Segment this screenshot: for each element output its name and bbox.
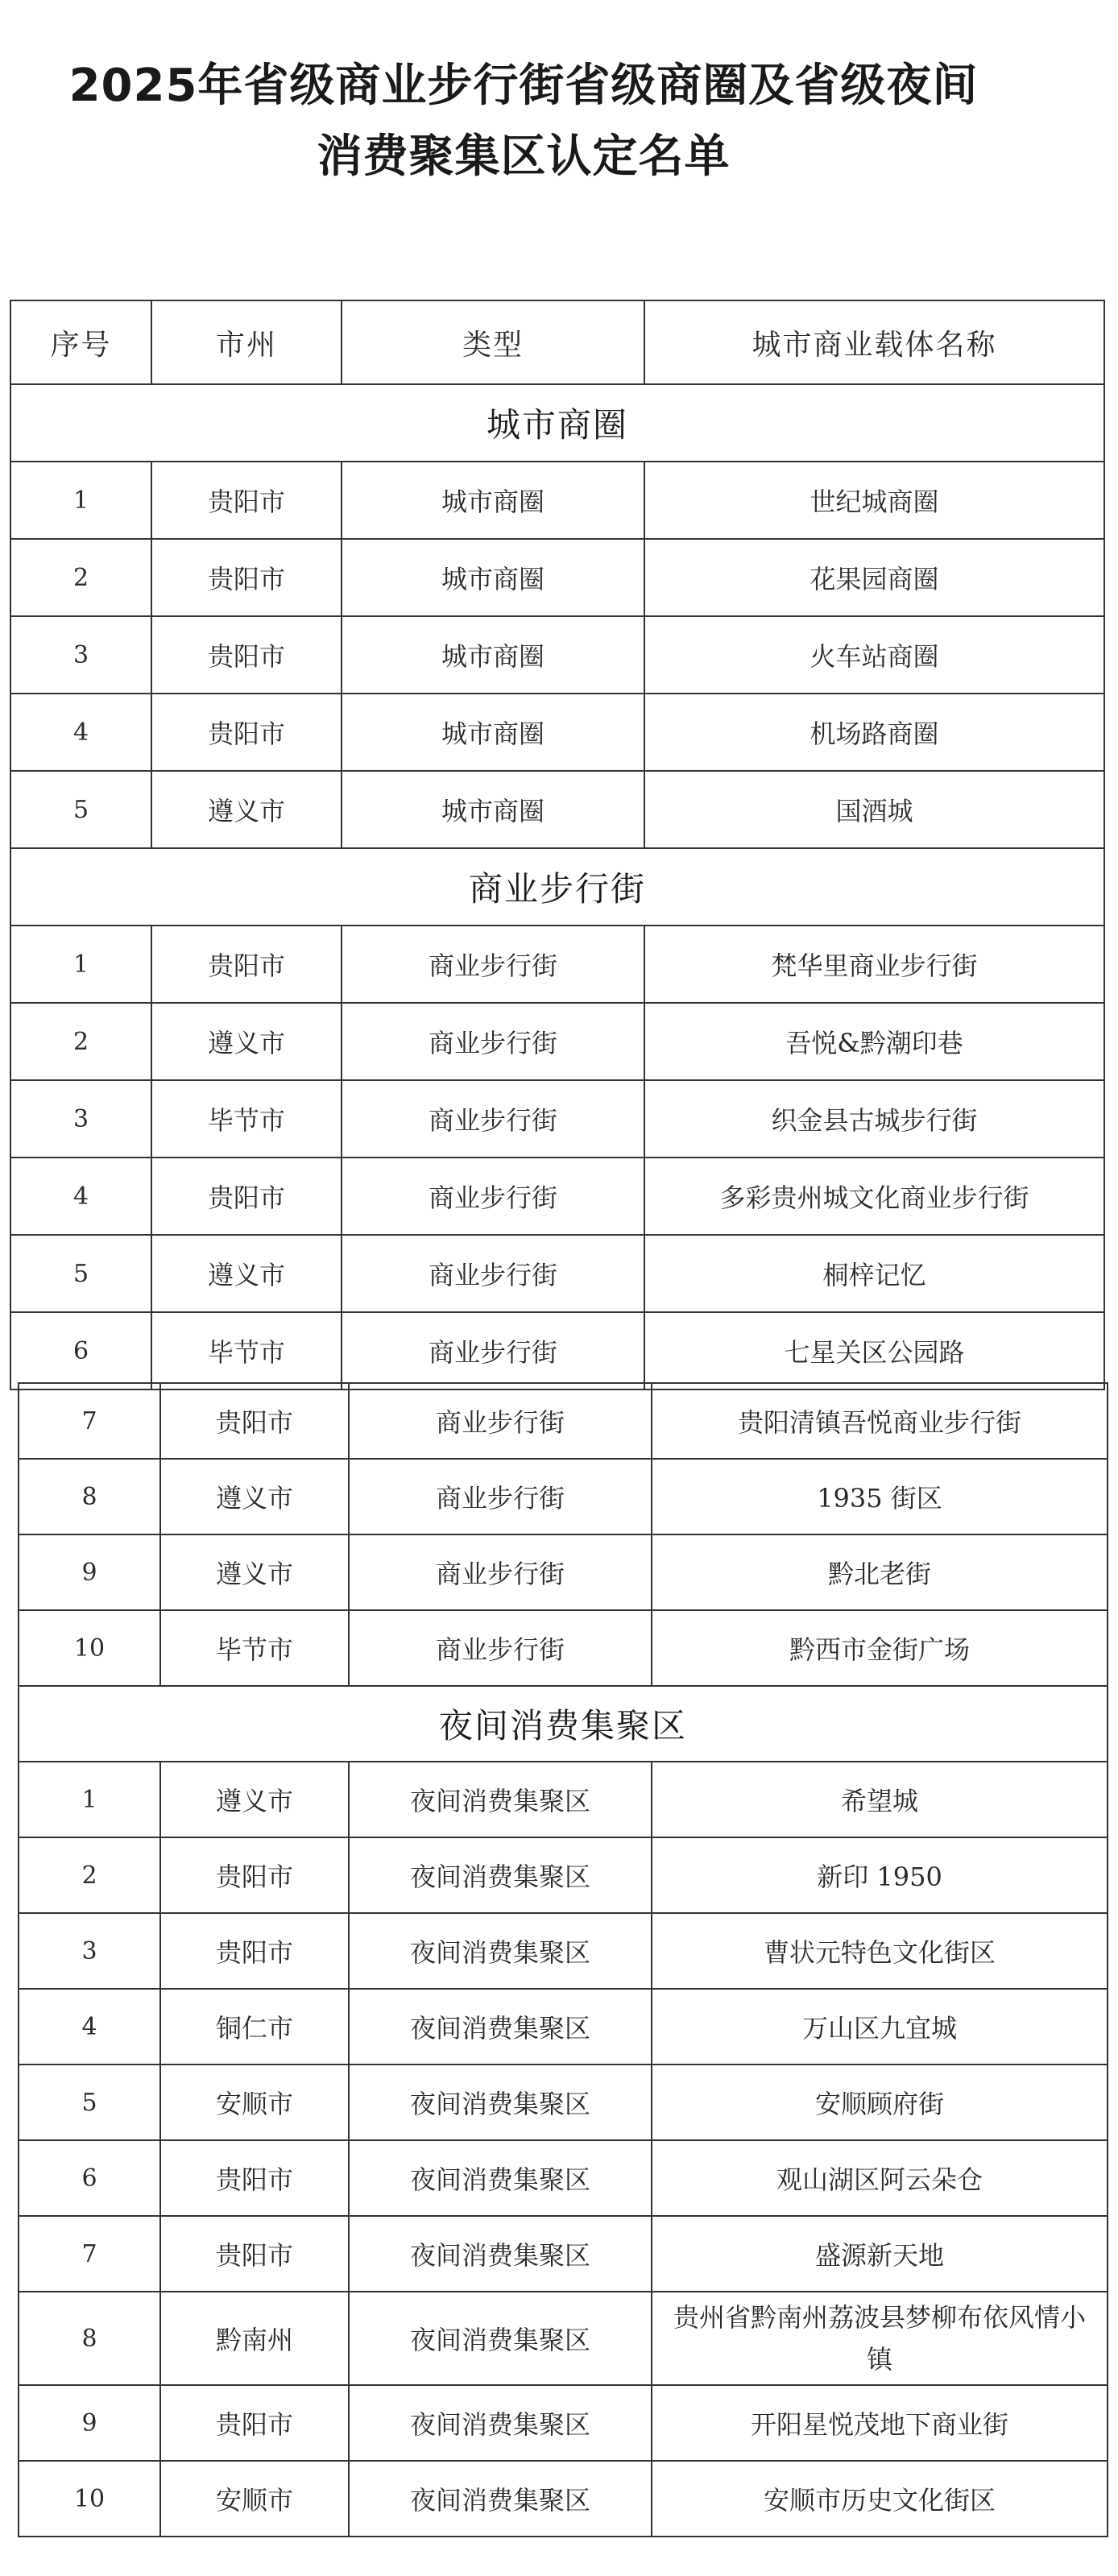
cell-index: 7: [19, 1383, 160, 1459]
cell-city: 贵阳市: [151, 926, 342, 1003]
cell-type: 夜间消费集聚区: [349, 2385, 652, 2461]
cell-city: 安顺市: [160, 2065, 349, 2140]
cell-city: 贵阳市: [160, 2216, 349, 2292]
section-row-commercial-pedestrian-street: [10, 848, 1104, 926]
cell-city: 贵阳市: [160, 1383, 349, 1459]
table-row: [19, 1383, 1108, 1459]
cell-city: 遵义市: [160, 1459, 349, 1534]
cell-index: 2: [19, 1837, 160, 1913]
table-row: [19, 1989, 1108, 2065]
table-row: [10, 771, 1104, 848]
cell-name: 织金县古城步行街: [644, 1080, 1104, 1158]
cell-index: 2: [10, 1003, 151, 1080]
table-row: [19, 1534, 1108, 1610]
cell-name: 新印 1950: [652, 1837, 1108, 1913]
cell-name: 盛源新天地: [652, 2216, 1108, 2292]
cell-index: 2: [10, 539, 151, 616]
cell-index: 3: [19, 1913, 160, 1989]
cell-name: 七星关区公园路: [644, 1312, 1104, 1389]
cell-index: 4: [19, 1989, 160, 2065]
cell-type: 商业步行街: [349, 1383, 652, 1459]
table-row: [19, 1459, 1108, 1534]
table-row: [19, 1913, 1108, 1989]
cell-type: 夜间消费集聚区: [349, 2461, 652, 2537]
cell-name: 万山区九宜城: [652, 1989, 1108, 2065]
cell-type: 商业步行街: [342, 1235, 644, 1312]
cell-index: 4: [10, 1158, 151, 1235]
cell-name: 国酒城: [644, 771, 1104, 848]
cell-city: 贵阳市: [160, 2140, 349, 2216]
table-row: [10, 926, 1104, 1003]
cell-city: 贵阳市: [151, 694, 342, 771]
cell-name: 火车站商圈: [644, 616, 1104, 694]
cell-index: 5: [19, 2065, 160, 2140]
cell-city: 贵阳市: [160, 2385, 349, 2461]
cell-index: 8: [19, 2292, 160, 2385]
table-row: [19, 1610, 1108, 1686]
cell-index: 6: [19, 2140, 160, 2216]
recognition-list-table-bottom: [18, 1382, 1108, 2537]
cell-type: 商业步行街: [349, 1459, 652, 1534]
header-city: 市州: [151, 300, 342, 384]
section-row-night-consumption-cluster: [19, 1686, 1108, 1762]
cell-index: 1: [19, 1762, 160, 1837]
table-row: [10, 616, 1104, 694]
table-row: [19, 2140, 1108, 2216]
cell-name: 多彩贵州城文化商业步行街: [644, 1158, 1104, 1235]
table-row: [19, 1762, 1108, 1837]
cell-name: 贵州省黔南州荔波县梦柳布依风情小镇: [652, 2292, 1108, 2385]
cell-index: 8: [19, 1459, 160, 1534]
cell-name: 梵华里商业步行街: [644, 926, 1104, 1003]
cell-name: 黔北老街: [652, 1534, 1108, 1610]
cell-city: 遵义市: [160, 1762, 349, 1837]
cell-city: 贵阳市: [151, 616, 342, 694]
table-row: [19, 2461, 1108, 2537]
header-name: 城市商业载体名称: [644, 300, 1104, 384]
cell-index: 5: [10, 1235, 151, 1312]
table-row: [10, 1003, 1104, 1080]
cell-type: 商业步行街: [349, 1610, 652, 1686]
table-row: [10, 1312, 1104, 1389]
cell-city: 贵阳市: [151, 462, 342, 539]
cell-city: 毕节市: [160, 1610, 349, 1686]
cell-index: 1: [10, 462, 151, 539]
table-row: [19, 2065, 1108, 2140]
table-row: [10, 1235, 1104, 1312]
section-title: 夜间消费集聚区: [19, 1686, 1108, 1762]
cell-index: 6: [10, 1312, 151, 1389]
cell-city: 毕节市: [151, 1312, 342, 1389]
table-row: [10, 462, 1104, 539]
cell-type: 商业步行街: [342, 1158, 644, 1235]
cell-type: 商业步行街: [342, 1003, 644, 1080]
cell-name: 机场路商圈: [644, 694, 1104, 771]
cell-name: 观山湖区阿云朵仓: [652, 2140, 1108, 2216]
cell-name: 安顺市历史文化街区: [652, 2461, 1108, 2537]
cell-type: 夜间消费集聚区: [349, 2292, 652, 2385]
section-title: 商业步行街: [10, 848, 1104, 926]
cell-city: 遵义市: [151, 1003, 342, 1080]
header-index: 序号: [10, 300, 151, 384]
cell-city: 贵阳市: [160, 1837, 349, 1913]
cell-type: 夜间消费集聚区: [349, 1762, 652, 1837]
cell-index: 3: [10, 1080, 151, 1158]
cell-type: 夜间消费集聚区: [349, 2216, 652, 2292]
cell-city: 黔南州: [160, 2292, 349, 2385]
table-header-row: [10, 300, 1104, 384]
cell-index: 1: [10, 926, 151, 1003]
table-row: [19, 1837, 1108, 1913]
cell-name: 黔西市金街广场: [652, 1610, 1108, 1686]
table-row: [19, 2292, 1108, 2385]
cell-name: 开阳星悦茂地下商业街: [652, 2385, 1108, 2461]
cell-type: 夜间消费集聚区: [349, 1913, 652, 1989]
cell-name: 世纪城商圈: [644, 462, 1104, 539]
cell-name: 曹状元特色文化街区: [652, 1913, 1108, 1989]
cell-index: 5: [10, 771, 151, 848]
table-row: [10, 694, 1104, 771]
table-row: [19, 2385, 1108, 2461]
cell-city: 遵义市: [151, 1235, 342, 1312]
cell-type: 夜间消费集聚区: [349, 2140, 652, 2216]
cell-name: 安顺顾府街: [652, 2065, 1108, 2140]
cell-city: 贵阳市: [160, 1913, 349, 1989]
cell-index: 9: [19, 2385, 160, 2461]
cell-index: 3: [10, 616, 151, 694]
section-row-city-business-district: [10, 384, 1104, 462]
cell-index: 7: [19, 2216, 160, 2292]
cell-type: 商业步行街: [342, 926, 644, 1003]
cell-city: 安顺市: [160, 2461, 349, 2537]
table-row: [10, 1080, 1104, 1158]
document-title-line-2: 消费聚集区认定名单: [317, 130, 731, 183]
cell-city: 贵阳市: [151, 539, 342, 616]
cell-type: 城市商圈: [342, 539, 644, 616]
cell-type: 商业步行街: [342, 1312, 644, 1389]
cell-index: 4: [10, 694, 151, 771]
cell-type: 城市商圈: [342, 616, 644, 694]
cell-name: 希望城: [652, 1762, 1108, 1837]
cell-index: 10: [19, 1610, 160, 1686]
cell-city: 铜仁市: [160, 1989, 349, 2065]
cell-index: 9: [19, 1534, 160, 1610]
cell-type: 夜间消费集聚区: [349, 1837, 652, 1913]
cell-type: 城市商圈: [342, 694, 644, 771]
cell-type: 商业步行街: [349, 1534, 652, 1610]
table-row: [10, 1158, 1104, 1235]
cell-name: 吾悦&黔潮印巷: [644, 1003, 1104, 1080]
recognition-list-table-top: [10, 300, 1105, 1390]
cell-index: 10: [19, 2461, 160, 2537]
table-row: [19, 2216, 1108, 2292]
section-title: 城市商圈: [10, 384, 1104, 462]
cell-type: 商业步行街: [342, 1080, 644, 1158]
cell-name: 花果园商圈: [644, 539, 1104, 616]
cell-type: 城市商圈: [342, 771, 644, 848]
table-row: [10, 539, 1104, 616]
cell-city: 遵义市: [160, 1534, 349, 1610]
cell-type: 城市商圈: [342, 462, 644, 539]
cell-name: 1935 街区: [652, 1459, 1108, 1534]
cell-name: 贵阳清镇吾悦商业步行街: [652, 1383, 1108, 1459]
cell-type: 夜间消费集聚区: [349, 2065, 652, 2140]
cell-city: 遵义市: [151, 771, 342, 848]
document-title-line-1: 2025年省级商业步行街省级商圈及省级夜间: [68, 60, 979, 112]
cell-city: 毕节市: [151, 1080, 342, 1158]
cell-type: 夜间消费集聚区: [349, 1989, 652, 2065]
cell-name: 桐梓记忆: [644, 1235, 1104, 1312]
cell-city: 贵阳市: [151, 1158, 342, 1235]
header-type: 类型: [342, 300, 644, 384]
